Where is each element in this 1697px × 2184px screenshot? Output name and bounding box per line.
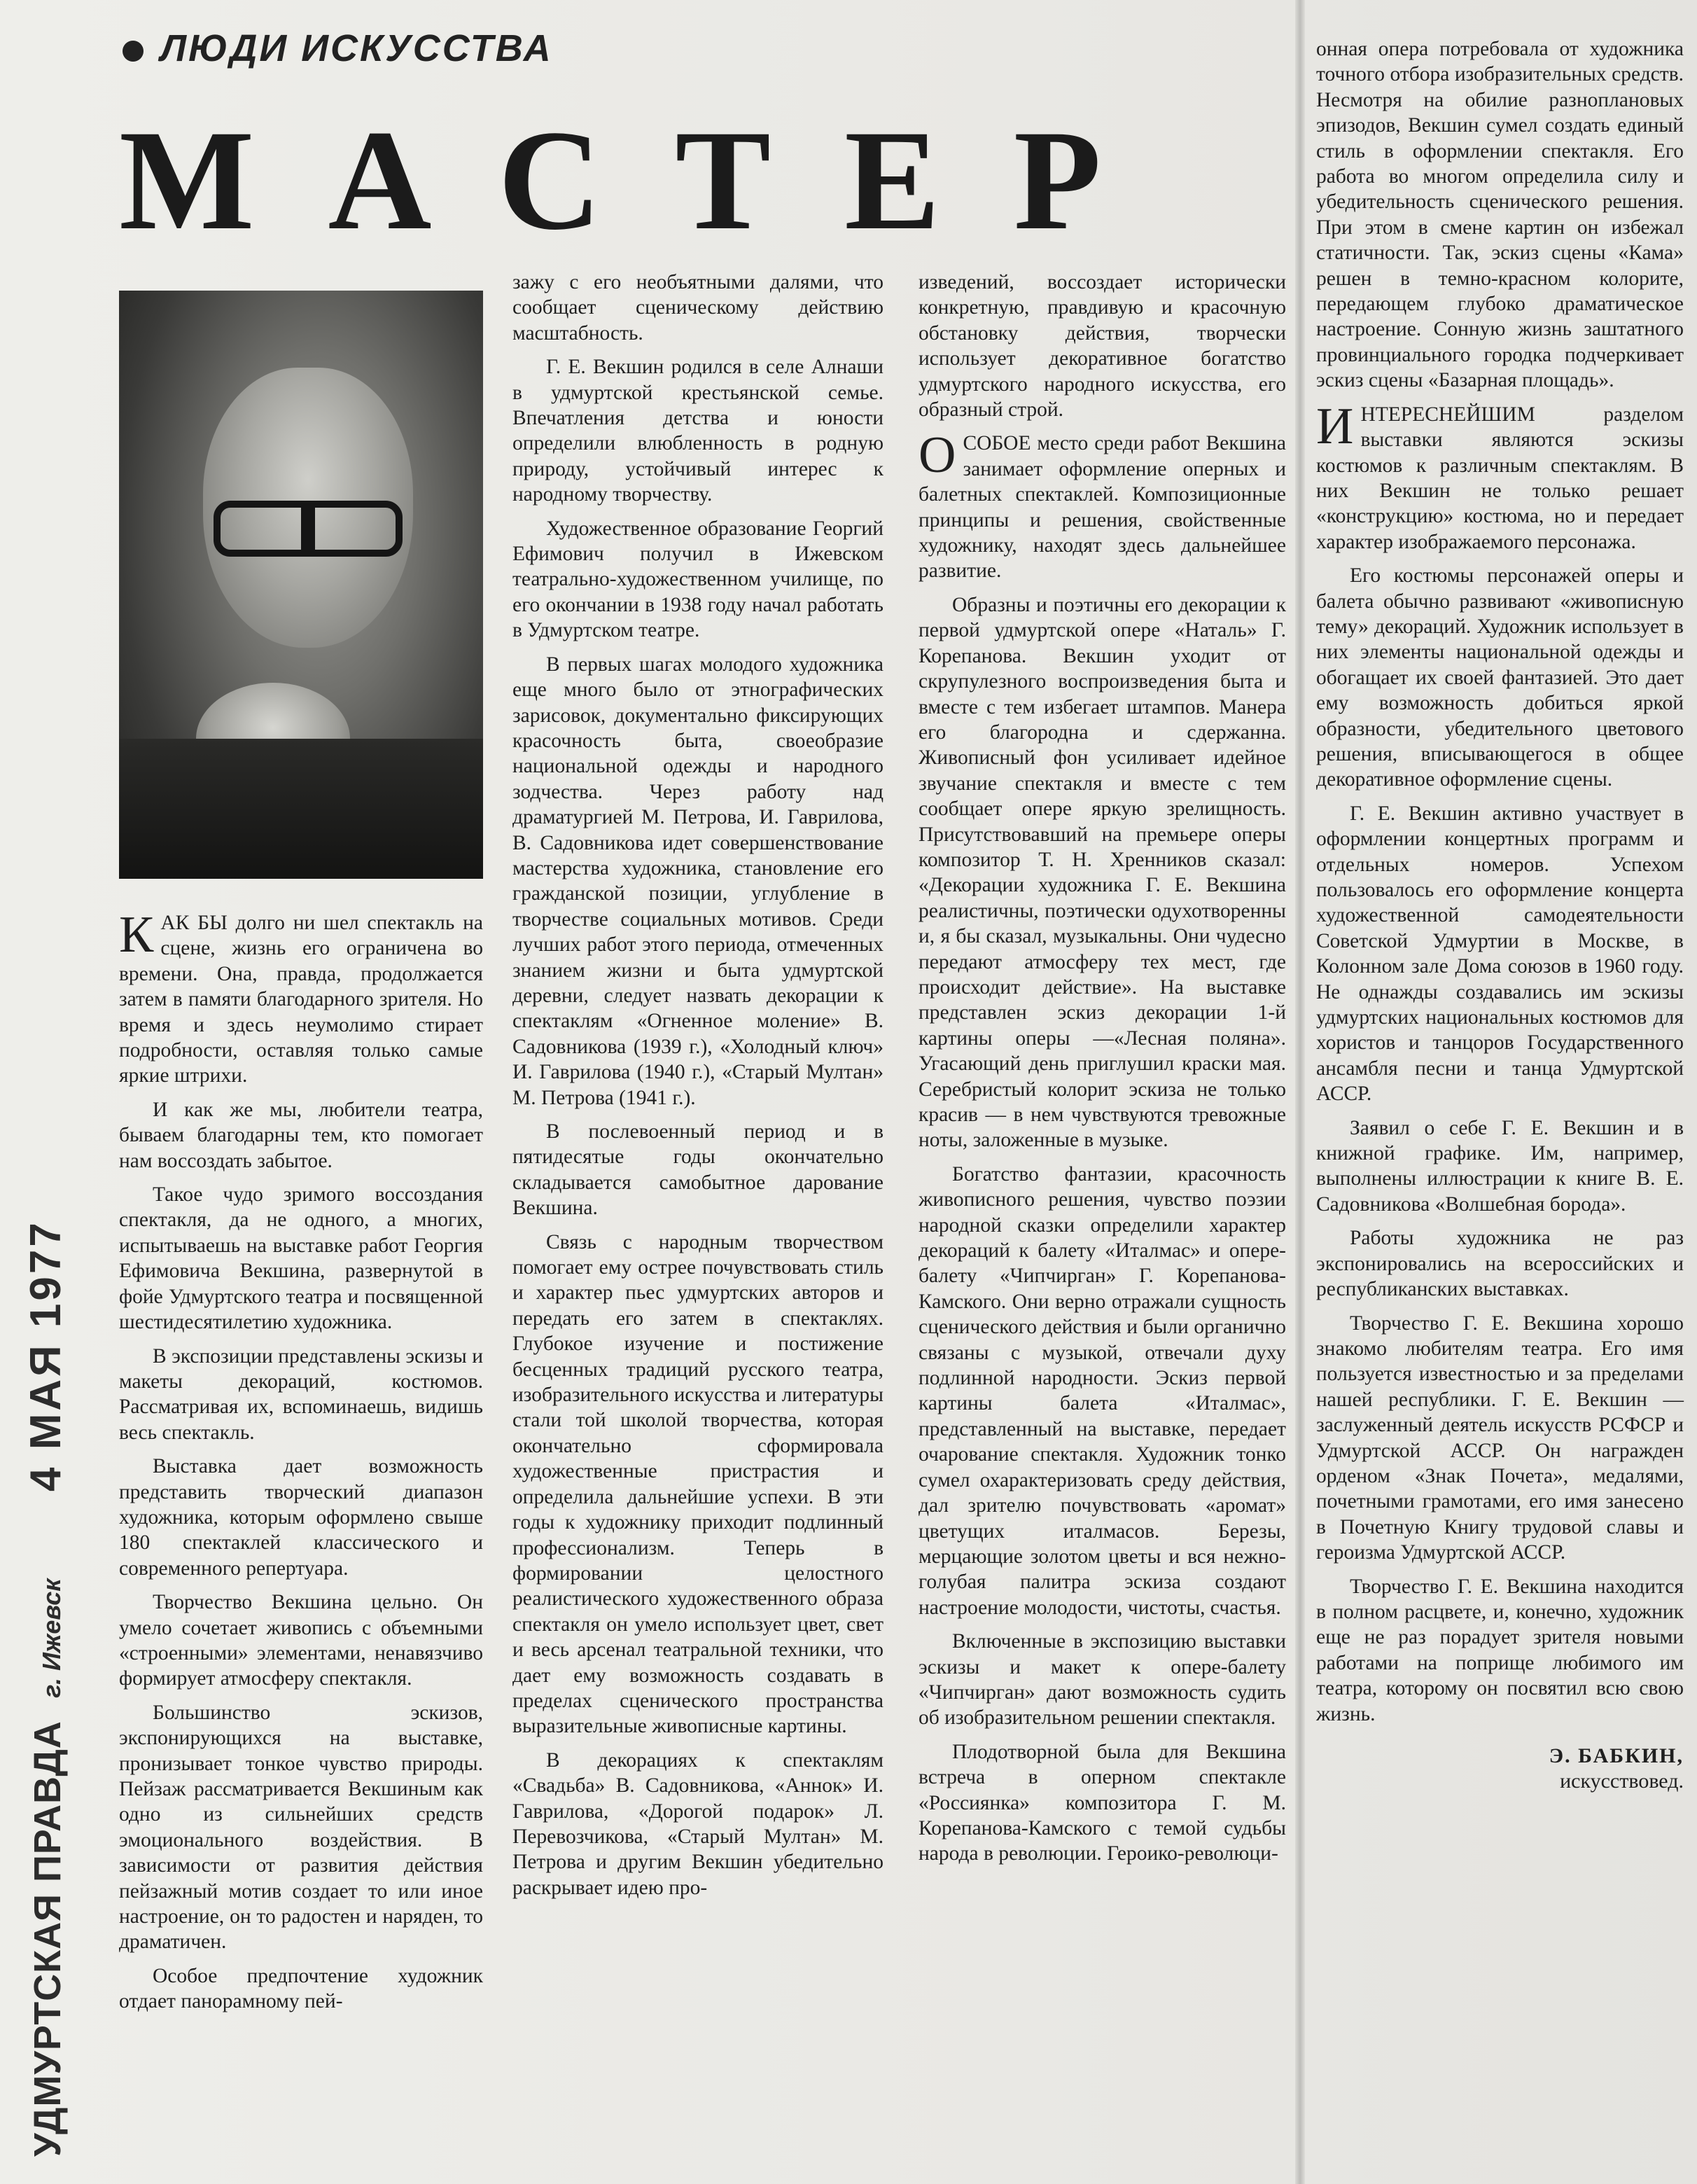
paragraph: Художественное образование Георгий Ефимович получил в Ижевском театрально-художественном училище, по его окончании в 1938 году начал работать в Удмуртском театре. (512, 517, 884, 642)
stamp-city: г. Ижевск (37, 1578, 66, 1698)
paragraph: онная опера потребовала от художника точного отбора изобразительных средств. Несмотря на обилие разноплановых эпизодов, Векшин сумел создать единый стиль в оформлении спектакля. Его работа во многом определила силу и убедительность сценического решения. При этом в смене картин он избежал статичности. Так, эскиз сцены «Кама» решен в темно-красном колорите, передающем глубоко драматическое настроение. Сонную жизнь заштатного провинциального городка подчеркивает эскиз сцены «Базарная площадь». (1316, 38, 1684, 392)
portrait-photo (119, 291, 483, 879)
paragraph: В первых шагах молодого художника еще много было от этнографических зарисовок, документально фиксирующих красочность быта, своеобразие национальной одежды и народного зодчества. Через работу над драматургией М. Петрова, И. Гаврилова, В. Садовникова идет совершенствование мастерства художника, становление его гражданской позиции, углубление в творчестве социальных мотивов. Среди лучших работ этого периода, отмеченных знанием жизни и быта удмуртской деревни, следует назвать декорации к спектаклям «Огненное моление» В. Садовникова (1939 г.), «Холодный ключ» И. Гаврилова (1940 г.), «Старый Мултан» М. Петрова (1941 г.). (512, 653, 884, 1109)
paragraph: Заявил о себе Г. Е. Векшин и в книжной графике. Им, например, выполнены иллюстрации к книге В. Е. Садовникова «Волшебная борода». (1316, 1116, 1684, 1216)
paragraph: ИНТЕРЕСНЕЙШИМ разделом выставки являются эскизы костюмов к различным спектаклям. В них Векшин не только решает «конструкцию» костюма, но и передает характер изображаемого персонажа. (1316, 397, 1684, 553)
paragraph: Плодотворной была для Векшина встреча в оперном спектакле «Россиянка» композитора Г. М. Корепанова-Камского с темой судьбы народа в революции. Героико-революци- (919, 1740, 1286, 1865)
paragraph: ОСОБОЕ место среди работ Векшина занимает оформление оперных и балетных спектаклей. Композиционные принципы и решения, свойственные художнику, находят здесь дальнейшее развитие. (919, 426, 1286, 583)
paragraph: Работы художника не раз экспонировались на всероссийских и республиканских выставках. (1316, 1227, 1684, 1301)
article-column-4 (1316, 36, 1684, 1794)
paragraph: Выставка дает возможность представить творческий диапазон художника, которым оформлено свыше 180 спектаклей классического и современного репертуара. (119, 1455, 483, 1580)
article-column-3 (919, 270, 1286, 1875)
paragraph: Г. Е. Векшин активно участвует в оформлении концертных программ и отдельных номеров. Успехом пользовалось его оформление концерта художественной самодеятельности Советской Удмуртии в Москве, в Колонном зале Дома союзов в 1960 году. Не однажды создавались им эскизы удмуртских национальных костюмов для хористов и танцоров Государственного ансамбля песни и танца Удмуртской АССР. (1316, 802, 1684, 1106)
author-name: Э. БАБКИН, (1549, 1744, 1684, 1767)
paragraph: Включенные в экспозицию выставки эскизы и макет к опере-балету «Чипчирган» дают возможность судить об изобразительном решении спектакля. (919, 1630, 1286, 1730)
paper-fold (1295, 0, 1305, 2184)
stamp-date: 4 МАЯ 1977 (22, 1220, 70, 1492)
stamp-newspaper: УДМУРТСКАЯ ПРАВДА (27, 1720, 69, 2157)
paragraph: В декорациях к спектаклям «Свадьба» В. Садовникова, «Аннок» И. Гаврилова, «Дорогой подарок» Л. Перевозчикова, «Старый Мултан» М. Петрова и другим Векшин убедительно раскрывает идею про- (512, 1748, 884, 1899)
paragraph: В экспозиции представлены эскизы и макеты декораций, костюмов. Рассматривая их, вспоминаешь, видишь весь спектакль. (119, 1344, 483, 1444)
rubric-text: ЛЮДИ ИСКУССТВА (160, 27, 553, 69)
article-column-1 (119, 906, 483, 2023)
paragraph: Такое чудо зримого воссоздания спектакля, да не одного, а многих, испытываешь на выставке работ Георгия Ефимовича Векшина, развернутой в фойе Удмуртского театра и посвященной шестидесятилетию художника. (119, 1183, 483, 1334)
paragraph: Творчество Г. Е. Векшина хорошо знакомо любителям театра. Его имя пользуется известностью и за пределами нашей республики. Г. Е. Векшин — заслуженный деятель искусств РСФСР и Удмуртской АССР. Он награжден орденом «Знак Почета», медалями, почетными грамотами, его имя занесено в Почетную Книгу трудовой славы и героизма Удмуртской АССР. (1316, 1312, 1684, 1564)
paragraph: И как же мы, любители театра, бываем благодарны тем, кто помогает нам воссоздать забытое. (119, 1098, 483, 1172)
article-headline: МАСТЕР (119, 101, 1175, 260)
paragraph: зажу с его необъятными далями, что сообщает сценическому действию масштабность. (512, 271, 884, 345)
paragraph: Образны и поэтичны его декорации к первой удмуртской опере «Наталь» Г. Корепанова. Векшин уходит от скрупулезного воспроизведения быта и вместе с тем избегает штампов. Манера его благородна и сдержанна. Живописный фон усиливает идейное звучание спектакля и вместе с тем сообщает опере яркую зрелищность. Присутствовавший на премьере оперы композитор Т. Н. Хренников сказал: «Декорации художника Г. Е. Векшина реалистичны, поэтически одухотворенны и, я бы сказал, музыкальны. Они чудесно передают атмосферу тех мест, где происходит действие». На выставке представлен эскиз декорации 1-й картины оперы —«Лесная поляна». Угасающий день приглушил краски мая. Серебристый колорит эскиза не только красив — в нем чувствуются тревожные ноты, заложенные в музыке. (919, 593, 1286, 1152)
paragraph: Творчество Векшина цельно. Он умело сочетает живопись с объемными «строенными» элементами, ненавязчиво формирует атмосферу спектакля. (119, 1591, 483, 1690)
paragraph: Большинство эскизов, экспонирующихся на выставке, пронизывает тонкое чувство природы. Пейзаж рассматривается Векшиным как одно из сильнейших средств эмоционального воздействия. В зависимости от развития действия пейзажный мотив создает то или иное настроение, он то радостен и наряден, то драматичен. (119, 1701, 483, 1954)
paragraph: Творчество Г. Е. Векшина находится в полном расцвете, и, конечно, художник еще не раз порадует зрителя новыми работами на поприще любимого им театра, которому он посвятил всю свою жизнь. (1316, 1575, 1684, 1725)
drop-cap: К (119, 906, 154, 964)
drop-cap: О (919, 426, 956, 485)
author-role: искусствовед. (1560, 1769, 1684, 1793)
portrait-suit (119, 739, 483, 879)
byline (1316, 1744, 1684, 1794)
portrait-glasses (214, 501, 403, 557)
paragraph: Богатство фантазии, красочность живописного решения, чувство поэзии народной сказки определили характер декораций к балету «Италмас» и опере-балету «Чипчирган» Г. Корепанова-Камского. Они верно отражали сущность сценического действия и были органично связаны с музыкой, отвечали духу подлинной народности. Эскиз первой картины балета «Италмас», представленный на выставке, передает очарование спектакля. Художник тонко сумел охарактеризовать среду действия, дал зрителю почувствовать «аромат» цветущих италмасов. Березы, мерцающие золотом цветы и вся нежно-голубая палитра эскиза создают настроение молодости, чистоты, счастья. (919, 1162, 1286, 1619)
bullet-icon (123, 41, 144, 62)
rubric-heading (123, 27, 553, 70)
paragraph: изведений, воссоздает исторически конкретную, правдивую и красочную обстановку действия, творчески использует декоративное богатство удмуртского народного искусства, его образный строй. (919, 271, 1286, 422)
paragraph: КАК БЫ долго ни шел спектакль на сцене, жизнь его ограничена во времени. Она, правда, продолжается затем в памяти благодарного зрителя. Но время и здесь неумолимо стирает подробности, оставляя только самые яркие штрихи. (119, 906, 483, 1087)
paragraph: Г. Е. Векшин родился в селе Алнаши в удмуртской крестьянской семье. Впечатления детства и юности определили влюбленность в родную природу, устойчивый интерес к народному творчеству. (512, 356, 884, 506)
paragraph: Особое предпочтение художник отдает панорамному пей- (119, 1964, 483, 2013)
drop-cap: И (1316, 397, 1354, 455)
article-column-2 (512, 270, 884, 1909)
paragraph: В послевоенный период и в пятидесятые годы окончательно складывается самобытное дарование Векшина. (512, 1120, 884, 1220)
archive-stamp (21, 1220, 71, 2157)
paragraph: Его костюмы персонажей оперы и балета обычно развивают «живописную тему» декораций. Художник использует в них элементы национальной одежды и обогащает их своей фантазией. Это дает ему возможность добиться яркой образности, убедительного цветового решения, вписывающегося в общее декоративное оформление сцены. (1316, 564, 1684, 791)
paragraph: Связь с народным творчеством помогает ему острее почувствовать стиль и характер пьес удмуртских авторов и передать его затем в спектаклях. Глубокое изучение и постижение бесценных традиций русского театра, изобразительного искусства и литературы стали той школой творчества, которая окончательно сформировала художественные пристрастия и определила дальнейшие успехи. В эти годы к художнику приходит подлинный профессионализм. Теперь в формировании целостного реалистического художественного образа спектакля он умело использует цвет, свет и весь арсенал театральной техники, что дает ему возможность создавать в пределах сценического пространства выразительные живописные картины. (512, 1230, 884, 1738)
